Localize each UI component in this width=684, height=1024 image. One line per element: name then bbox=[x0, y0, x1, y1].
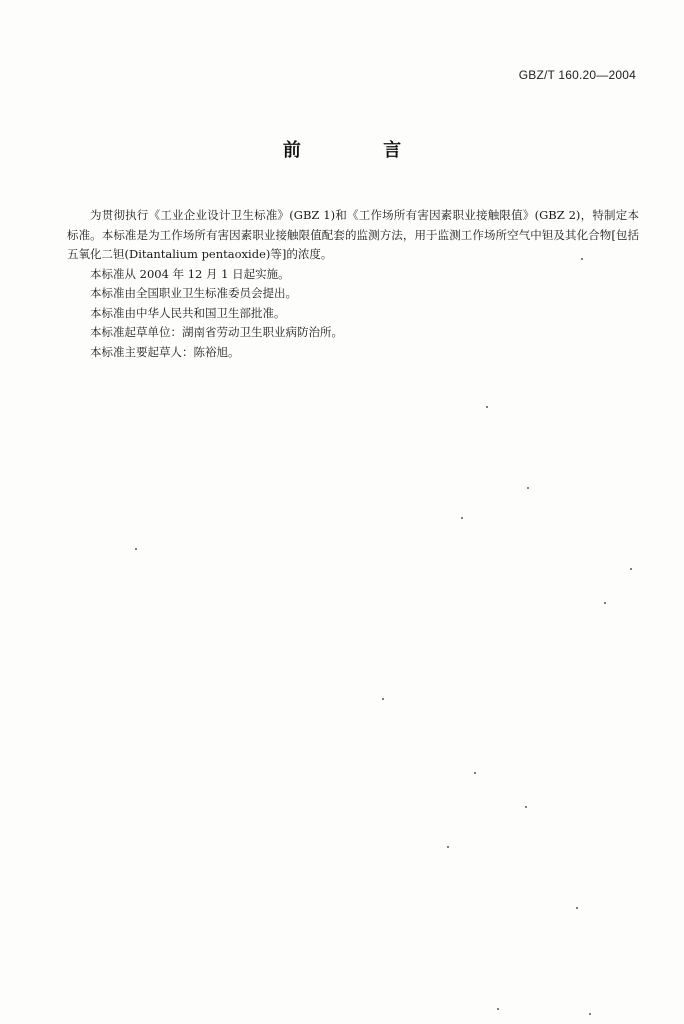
scan-speck bbox=[576, 907, 578, 909]
scan-speck bbox=[474, 772, 476, 774]
paragraph-effective-date: 本标准从 2004 年 12 月 1 日起实施。 bbox=[90, 266, 290, 281]
scan-speck bbox=[382, 698, 384, 700]
scan-speck bbox=[461, 517, 463, 519]
standard-code: GBZ/T 160.20—2004 bbox=[518, 68, 636, 82]
scan-speck bbox=[589, 1013, 591, 1015]
paragraph-proposer: 本标准由全国职业卫生标准委员会提出。 bbox=[90, 286, 297, 300]
scan-speck bbox=[581, 258, 583, 260]
scan-speck bbox=[525, 806, 527, 808]
document-body bbox=[67, 206, 639, 362]
paragraph-approver: 本标准由中华人民共和国卫生部批准。 bbox=[90, 305, 286, 320]
scan-speck bbox=[486, 406, 488, 408]
paragraph-drafters: 本标准主要起草人：陈裕旭。 bbox=[90, 344, 240, 359]
scan-speck bbox=[135, 548, 137, 550]
page-title: 前 言 bbox=[282, 140, 440, 161]
paragraph-drafting-unit: 本标准起草单位：湖南省劳动卫生职业病防治所。 bbox=[90, 325, 343, 339]
scan-speck bbox=[447, 846, 449, 848]
paragraph-purpose: 为贯彻执行《工业企业设计卫生标准》(GBZ 1)和《工作场所有害因素职业接触限值》(GBZ 2)，特制定本标准。本标准是为工作场所有害因素职业接触限值配套的监测方法，用于监测工作场所空气中钽及其化合物[包括五氧化二钽(Ditantalium pentaoxide)等]的浓度。 bbox=[67, 208, 639, 261]
scan-speck bbox=[527, 487, 529, 489]
scan-speck bbox=[497, 1008, 499, 1010]
scan-speck bbox=[604, 602, 606, 604]
scan-speck bbox=[630, 568, 632, 570]
